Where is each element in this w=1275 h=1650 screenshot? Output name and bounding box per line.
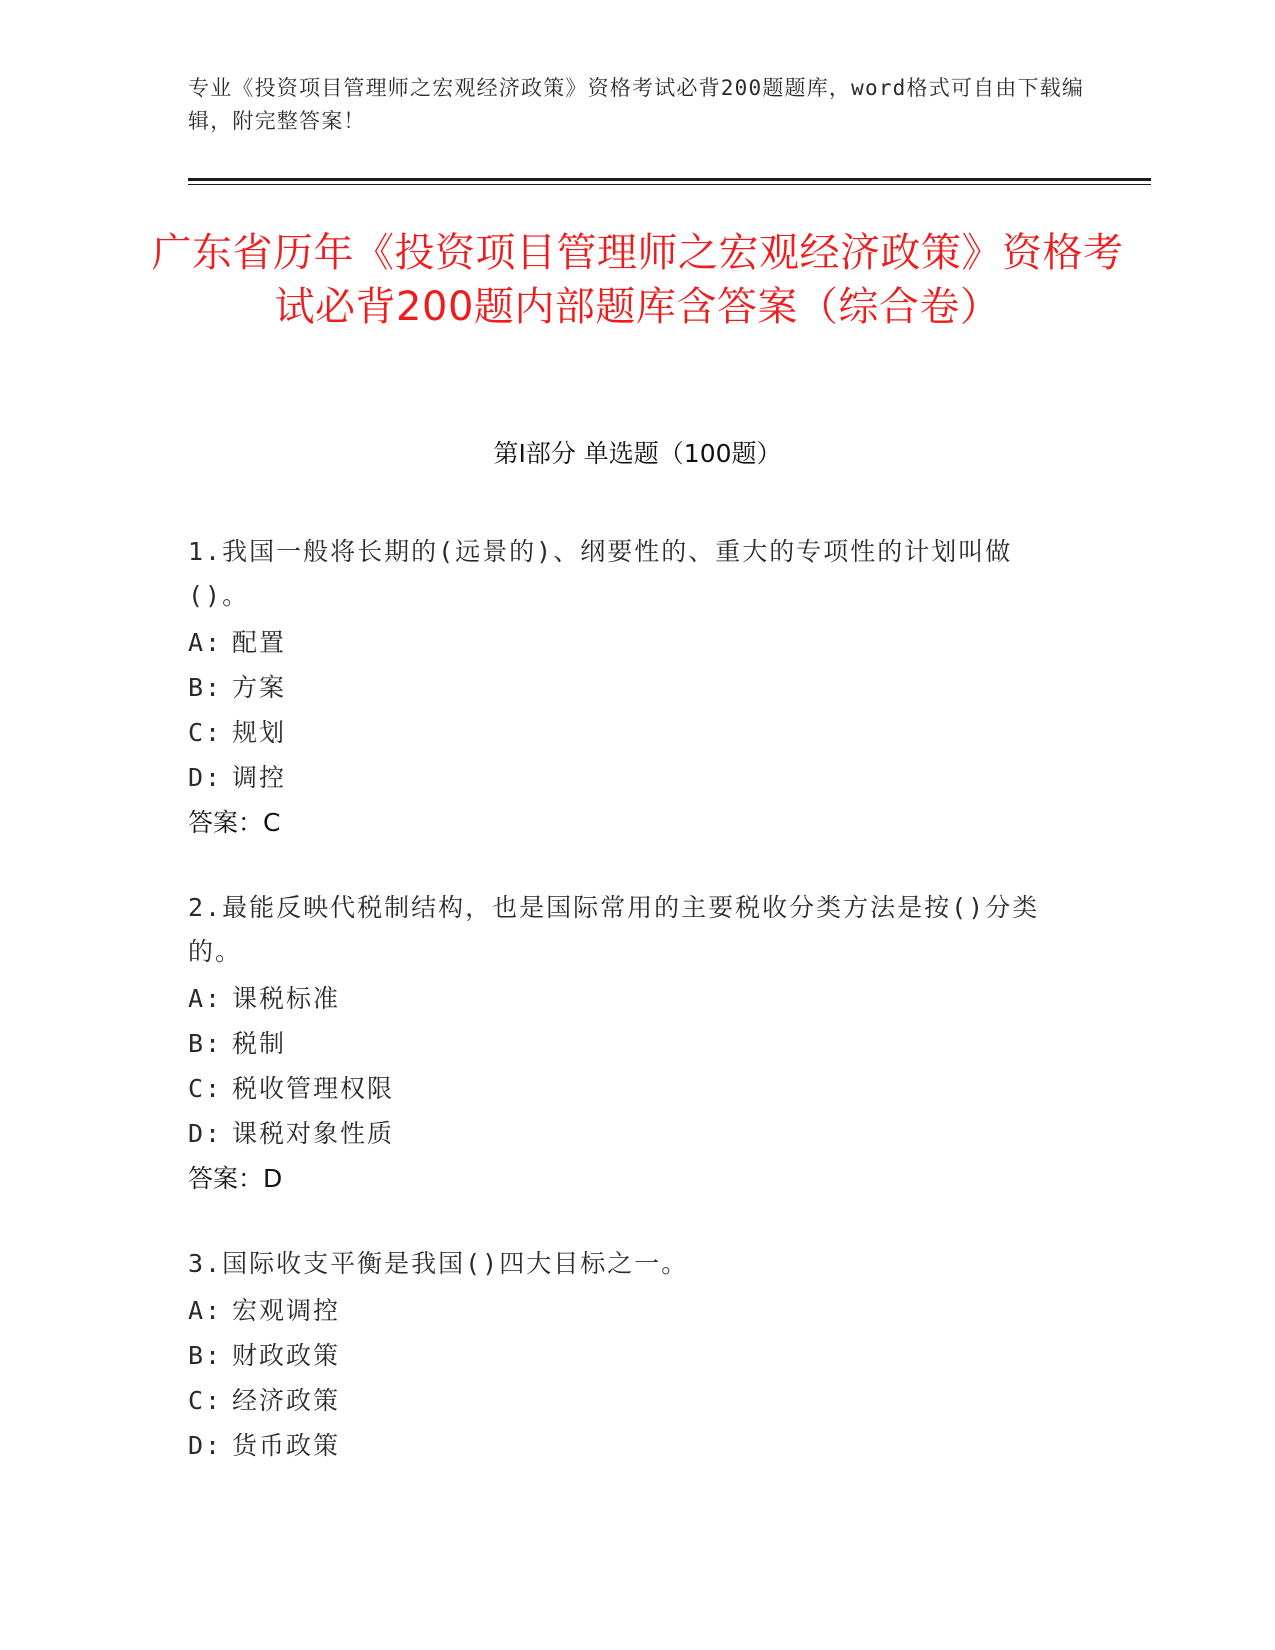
option-text: 税制 — [232, 1029, 287, 1058]
option-c — [188, 1378, 1068, 1423]
option-text: 课税标准 — [232, 984, 341, 1013]
option-a — [188, 976, 1068, 1021]
option-key: C: — [188, 1386, 223, 1415]
option-d — [188, 755, 1068, 800]
question-stem: 2.最能反映代税制结构，也是国际常用的主要税收分类方法是按()分类的。 — [188, 893, 1040, 966]
option-c — [188, 1066, 1068, 1111]
option-text: 规划 — [232, 718, 287, 747]
option-key: C: — [188, 718, 223, 747]
option-key: B: — [188, 1341, 223, 1370]
option-text: 税收管理权限 — [232, 1074, 395, 1103]
option-key: D: — [188, 1431, 223, 1460]
option-key: A: — [188, 984, 223, 1013]
option-text: 货币政策 — [232, 1431, 341, 1460]
question-stem: 1.我国一般将长期的(远景的)、纲要性的、重大的专项性的计划叫做()。 — [188, 537, 1013, 610]
document-title: 广东省历年《投资项目管理师之宏观经济政策》资格考试必背200题内部题库含答案（综合卷） — [151, 230, 1124, 330]
option-text: 财政政策 — [232, 1341, 341, 1370]
question-1 — [188, 530, 1068, 846]
question-2 — [188, 886, 1068, 1202]
question-3 — [188, 1242, 1068, 1468]
option-key: D: — [188, 1119, 223, 1148]
question-stem: 3.国际收支平衡是我国()四大目标之一。 — [188, 1249, 689, 1278]
header-rule-thick — [188, 178, 1151, 181]
option-key: C: — [188, 1074, 223, 1103]
option-key: A: — [188, 1296, 223, 1325]
option-key: B: — [188, 673, 223, 702]
option-text: 课税对象性质 — [232, 1119, 395, 1148]
option-b — [188, 1333, 1068, 1378]
option-text: 宏观调控 — [232, 1296, 341, 1325]
option-b — [188, 665, 1068, 710]
option-b — [188, 1021, 1068, 1066]
option-a — [188, 1288, 1068, 1333]
header-note: 专业《投资项目管理师之宏观经济政策》资格考试必背200题题库，word格式可自由下载编辑，附完整答案！ — [188, 76, 1085, 133]
header-rule-thin — [188, 184, 1151, 185]
option-text: 配置 — [232, 628, 287, 657]
answer-label: 答案：C — [188, 808, 281, 837]
answer-label: 答案：D — [188, 1164, 283, 1193]
section-title: 第Ⅰ部分 单选题（100题） — [493, 439, 782, 468]
option-a — [188, 620, 1068, 665]
option-text: 经济政策 — [232, 1386, 341, 1415]
option-d — [188, 1423, 1068, 1468]
question-list — [188, 530, 1068, 1508]
option-key: B: — [188, 1029, 223, 1058]
option-c — [188, 710, 1068, 755]
option-key: A: — [188, 628, 223, 657]
option-key: D: — [188, 763, 223, 792]
option-text: 调控 — [232, 763, 287, 792]
option-d — [188, 1111, 1068, 1156]
option-text: 方案 — [232, 673, 287, 702]
